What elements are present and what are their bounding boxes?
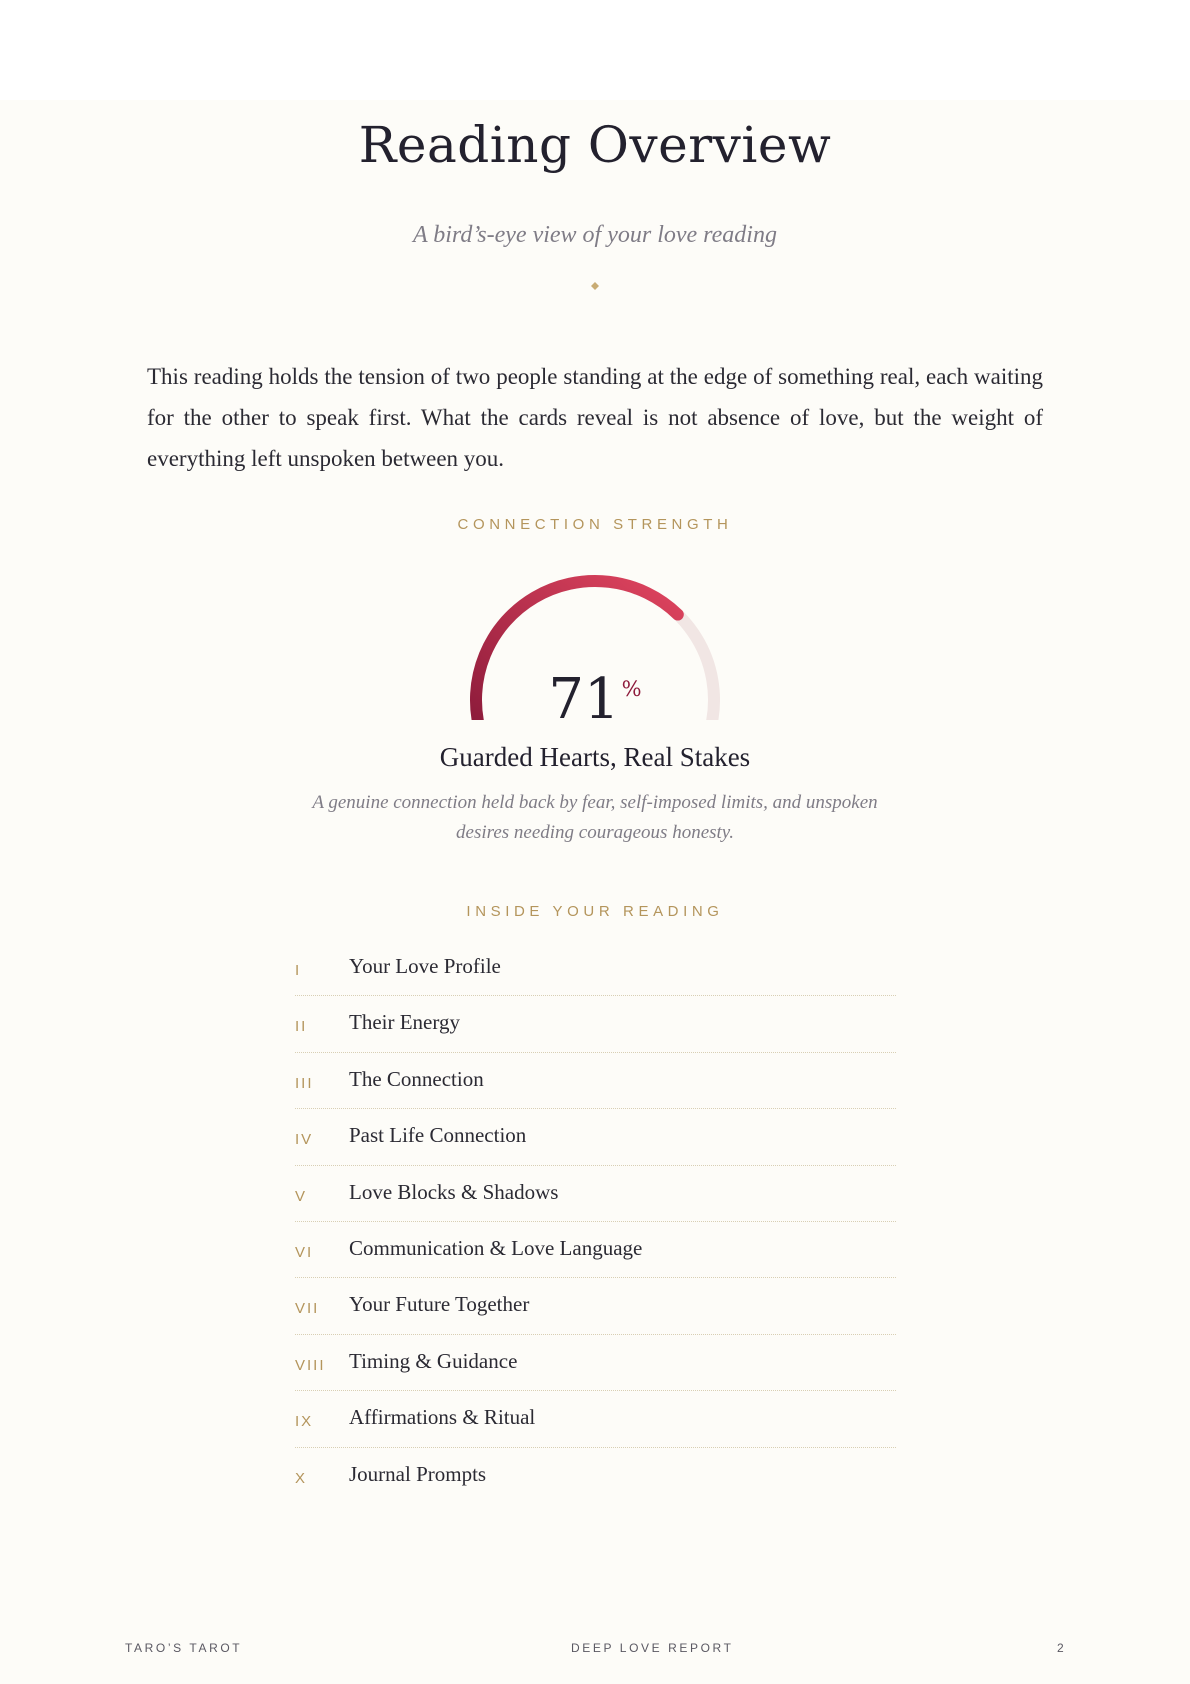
toc-item-number: III xyxy=(295,1074,314,1092)
toc-item-label: The Connection xyxy=(349,1066,484,1091)
footer-page-number: 2 xyxy=(1057,1641,1067,1655)
toc-item[interactable] xyxy=(295,1278,896,1334)
toc-item-label: Their Energy xyxy=(349,1010,460,1035)
footer-report-title: DEEP LOVE REPORT xyxy=(571,1641,734,1655)
toc-item-number: X xyxy=(295,1469,308,1487)
connection-score-unit: % xyxy=(621,677,642,701)
toc-item-number: II xyxy=(295,1018,308,1036)
toc-item[interactable] xyxy=(295,1053,896,1109)
toc-kicker: INSIDE YOUR READING xyxy=(466,903,724,920)
toc-item-label: Love Blocks & Shadows xyxy=(349,1179,559,1204)
diamond-icon xyxy=(591,282,599,290)
toc-item[interactable] xyxy=(295,940,896,996)
toc-item-label: Affirmations & Ritual xyxy=(349,1405,536,1430)
connection-score xyxy=(0,667,1190,732)
toc-item[interactable] xyxy=(295,1222,896,1278)
page-title: Reading Overview xyxy=(358,116,832,174)
toc-item-label: Your Love Profile xyxy=(349,954,501,978)
toc-item-number: IV xyxy=(295,1131,314,1149)
toc-item[interactable] xyxy=(295,996,896,1052)
toc-item[interactable] xyxy=(295,1391,896,1447)
toc-item[interactable] xyxy=(295,1109,896,1165)
toc-item-label: Communication & Love Language xyxy=(349,1235,643,1260)
toc-item-label: Timing & Guidance xyxy=(349,1348,518,1373)
connection-verdict: Guarded Hearts, Real Stakes xyxy=(439,742,751,772)
toc-item-number: IX xyxy=(295,1413,314,1431)
toc-item-number: VII xyxy=(295,1300,320,1318)
toc-item-label: Past Life Connection xyxy=(349,1123,527,1148)
connection-score-number: 71 xyxy=(548,667,620,732)
toc-item[interactable] xyxy=(295,1166,896,1222)
connection-kicker: CONNECTION STRENGTH xyxy=(457,516,733,533)
toc-item-number: V xyxy=(295,1187,308,1205)
toc-item-label: Journal Prompts xyxy=(349,1461,487,1486)
page-subtitle: A bird’s-eye view of your love reading xyxy=(413,222,777,248)
toc-item-number: VIII xyxy=(295,1356,326,1374)
table-of-contents xyxy=(295,940,896,1504)
footer-brand: TARO’S TAROT xyxy=(125,1641,243,1655)
toc-item-number: VI xyxy=(295,1243,314,1261)
toc-item[interactable] xyxy=(295,1448,896,1504)
intro-paragraph: This reading holds the tension of two people standing at the edge of something real, each waiting for the other to speak first. What the cards reveal is not absence of love, but the weight of everything left unspoken between you. xyxy=(147,364,1043,471)
toc-item-number: I xyxy=(295,962,302,979)
connection-description: A genuine connection held back by fear, self-imposed limits, and unspoken desires needing courageous honesty. xyxy=(312,792,878,843)
toc-item[interactable] xyxy=(295,1335,896,1391)
ornament-divider xyxy=(515,279,675,293)
toc-item-label: Your Future Together xyxy=(349,1292,530,1317)
